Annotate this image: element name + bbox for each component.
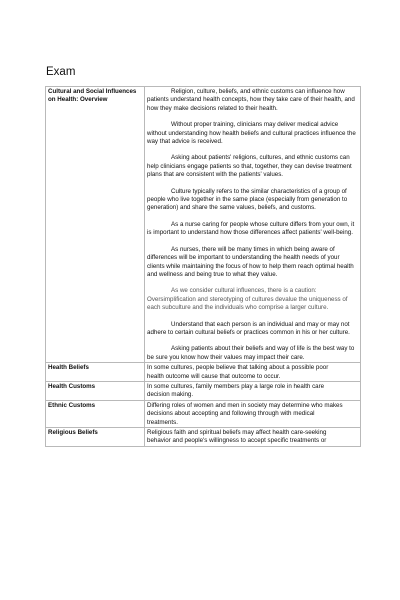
content-line: Religious faith and spiritual beliefs may affect health care-seeking bbox=[147, 429, 327, 436]
row-content-health-beliefs bbox=[145, 363, 361, 382]
overview-paragraph: As we consider cultural influences, there is a caution: Oversimplification and stereotyping of cultures devalue the uniqueness of each subculture and the individuals who comprise a larger culture. bbox=[147, 287, 348, 312]
row-label-health-customs: Health Customs bbox=[46, 381, 145, 400]
content-line: behavior and people's willingness to accept specific treatments or bbox=[147, 437, 327, 445]
exam-table bbox=[45, 86, 361, 447]
overview-paragraph: As a nurse caring for people whose culture differs from your own, it is important to understand how those differences affect patients' well-being. bbox=[147, 220, 355, 237]
row-content-religious-beliefs bbox=[145, 428, 361, 447]
row-content-ethnic-customs bbox=[145, 400, 361, 427]
content-line: Differing roles of women and men in society may determine who makes decisions about accepting and following through with medical bbox=[147, 401, 343, 418]
page-title: Exam bbox=[46, 66, 76, 78]
overview-paragraph: As nurses, there will be many times in which being aware of differences will be important to understanding the health needs of your clients while maintaining the focus of how to help them reach optimal health and wellness and being true to what they value. bbox=[147, 245, 354, 278]
overview-paragraph: Without proper training, clinicians may deliver medical advice without understanding how health beliefs and cultural practices influence the way that advice is received. bbox=[147, 121, 356, 146]
content-line: treatments. bbox=[147, 418, 178, 426]
overview-paragraph: Asking patients about their beliefs and way of life is the best way to be sure you know how their values may impact their care. bbox=[147, 345, 355, 361]
table-row bbox=[46, 428, 361, 447]
overview-paragraph: Understand that each person is an individual and may or may not adhere to certain cultural beliefs or practices common in his or her culture. bbox=[147, 320, 350, 336]
content-line: In some cultures, people believe that talking about a possible poor bbox=[147, 364, 329, 372]
table-row bbox=[46, 363, 361, 382]
table-row bbox=[46, 400, 361, 427]
overview-paragraph: Religion, culture, beliefs, and ethnic customs can influence how patients understand health concepts, how they take care of their health, and how they make decisions related to their health. bbox=[147, 88, 355, 112]
overview-content bbox=[145, 87, 361, 363]
row-label-religious-beliefs: Religious Beliefs bbox=[46, 428, 145, 447]
content-line: In some cultures, family members play a large role in health care bbox=[147, 382, 325, 390]
table-row bbox=[46, 87, 361, 363]
overview-paragraph: Asking about patients' religions, cultures, and ethnic customs can help clinicians engage patients so that, together, they can devise treatment plans that are consistent with the patients' values. bbox=[147, 154, 352, 179]
row-label-overview: Cultural and Social Influences on Health: Overview bbox=[46, 87, 145, 363]
row-label-health-beliefs: Health Beliefs bbox=[46, 363, 145, 382]
table-row bbox=[46, 381, 361, 400]
content-line: decision making. bbox=[147, 391, 194, 399]
overview-paragraph: Culture typically refers to the similar characteristics of a group of people who live together in the same place (especially from generation to generation) and share the same values, beliefs, and customs. bbox=[147, 187, 348, 212]
row-content-health-customs bbox=[145, 381, 361, 400]
content-line: health outcome will cause that outcome to occur. bbox=[147, 372, 281, 380]
row-label-ethnic-customs: Ethnic Customs bbox=[46, 400, 145, 427]
